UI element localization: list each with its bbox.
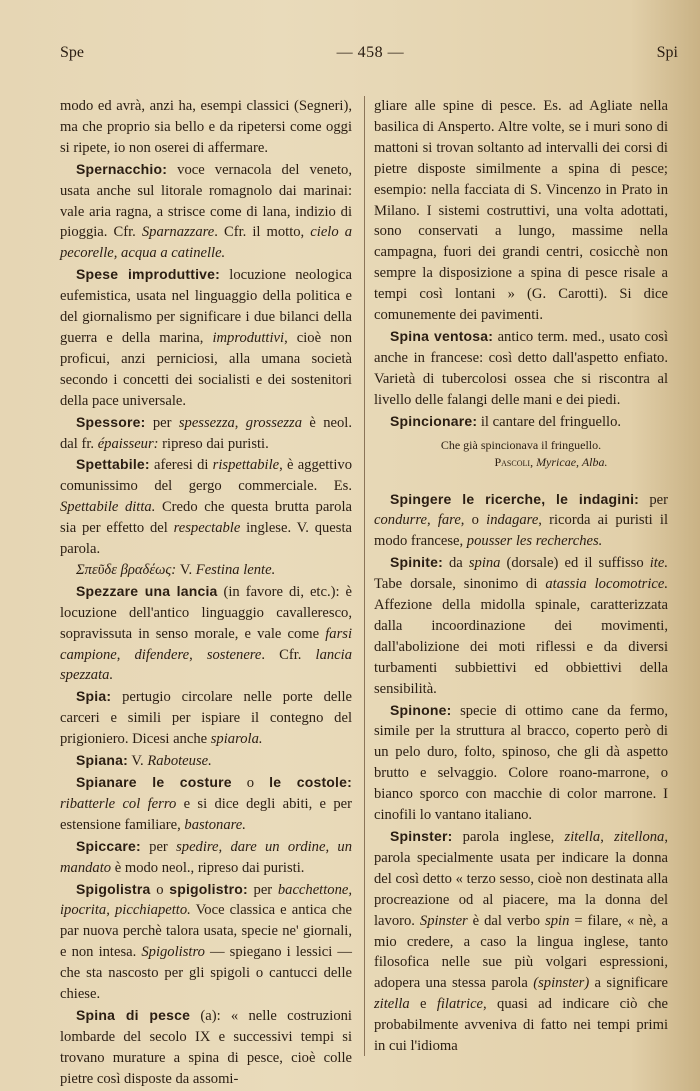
- entry-spina-ventosa: [374, 326, 668, 411]
- definition-text: o: [150, 881, 170, 898]
- definition-text: , parola specialmente usata per indicare la donna del così detto « terzo sesso, cioè non destinata alla procreazione od al piacere, ma la donna del lavoro.: [374, 829, 668, 929]
- definition-text: Tabe dorsale, sinonimo di: [374, 576, 546, 593]
- italic-term: Sparnazzare: [141, 224, 215, 241]
- definition-text: e: [409, 996, 437, 1013]
- italic-term: atassia locomotrice.: [545, 576, 668, 593]
- headword: spigolistro:: [169, 880, 248, 897]
- verse-quotation: [374, 437, 668, 471]
- definition-text: ,: [116, 646, 135, 663]
- headword: Spia:: [76, 688, 112, 705]
- definition-text: . Cfr.: [261, 646, 316, 663]
- running-header: [60, 44, 678, 62]
- entry-spiccare: [60, 836, 352, 879]
- definition-text: voce vernacola del veneto, usata anche sul litorale romagnolo dai marinai: vale aria ragna, a strisce come di lana, indizio di pioggia. Cfr.: [60, 161, 352, 241]
- entry-spincionare: [374, 411, 668, 433]
- entry-spinite: [374, 552, 668, 699]
- definition-text: inglese. V. questa parola.: [60, 520, 352, 558]
- definition-text: e si dice degli abiti, e per estensione familiare,: [60, 795, 352, 833]
- italic-term: respectable: [173, 520, 241, 537]
- italic-term: spina: [468, 555, 501, 572]
- entry-spianare-le-costure: [60, 772, 352, 836]
- headword: Spinster:: [390, 828, 453, 844]
- italic-term: bastonare.: [184, 816, 246, 833]
- italic-term: spiarola.: [210, 731, 263, 748]
- headword: Spigolistra: [76, 880, 151, 897]
- headword: Spianare le costure: [76, 774, 232, 790]
- definition-text: , cioè non proficui, anzi perniciosi, alla umana società secondo i concetti dei socialisti e dei sostenitori della pace universale.: [60, 329, 352, 409]
- italic-term: Festina lente.: [195, 561, 276, 578]
- definition-text: , o: [460, 512, 487, 529]
- headword: Spiccare:: [76, 837, 141, 854]
- entry-spina-di-pesce: [60, 1005, 352, 1090]
- definition-text: , ricorda ai puristi il modo francese,: [374, 512, 668, 550]
- definition-text: parola inglese,: [452, 829, 565, 845]
- italic-term: Raboteuse.: [147, 753, 212, 770]
- entry-spingere-le-ricerche: [374, 489, 668, 553]
- entry-spinster: [374, 826, 668, 1057]
- definition-text: per: [247, 881, 278, 898]
- italic-term: ite.: [649, 555, 668, 572]
- italic-term: sostenere: [206, 646, 262, 663]
- headword: Spinite:: [390, 554, 443, 571]
- entry-spigolistra: [60, 879, 352, 1005]
- headword: Spernacchio:: [76, 160, 168, 177]
- entry-spezzare-una-lancia: [60, 581, 352, 687]
- definition-text: a significare: [589, 975, 668, 992]
- definition-text: Voce classica e antica che par nuova perchè talora usata, specie ne' giornali, e non intesa.: [60, 902, 352, 961]
- headword: Spettabile:: [76, 456, 150, 473]
- headword: Spingere le ricerche, le indagini:: [390, 490, 640, 507]
- italic-term: (spinster): [533, 975, 590, 992]
- definition-text: ripreso dai puristi.: [158, 435, 269, 452]
- entry-spiana: [60, 750, 352, 772]
- italic-term: lancia spezzata.: [60, 646, 353, 684]
- headword: Spincionare:: [390, 412, 478, 429]
- quote-work: Myricae, Alba.: [536, 454, 608, 469]
- headword: Spina ventosa:: [390, 327, 494, 344]
- italic-term: bacchettone, ipocrita, picchiapetto.: [60, 881, 353, 919]
- italic-term: Spigolistro: [141, 944, 205, 961]
- definition-text: il cantare del fringuello.: [477, 413, 622, 430]
- italic-term: cielo a pecorelle, acqua a catinelle.: [60, 224, 352, 262]
- definition-text: ,: [234, 414, 246, 431]
- definition-text: locuzione neologica eufemistica, usata nel linguaggio della politica e del giornalismo per significare i due bilanci della guerra e della marina,: [60, 267, 352, 346]
- italic-term: ribatterle col ferro: [60, 795, 177, 812]
- definition-text: è dal verbo: [467, 912, 546, 929]
- italic-term: zitella: [564, 829, 601, 845]
- definition-text: (a): « nelle costruzioni lombarde del secolo IX e successivi tempi si trovano murature a spina di pesce, cioè colle pietre così disposte da assomi-: [60, 1007, 352, 1087]
- quote-citation: [374, 454, 668, 471]
- column-divider: [364, 96, 365, 1056]
- definition-text: pertugio circolare nelle porte delle carceri e simili per ispiare il contegno del prigioniero. Dicesi anche: [60, 689, 352, 748]
- italic-term: zitellona: [614, 829, 665, 845]
- definition-text: specie di ottimo cane da fermo, simile per la struttura al bracco, coperto però di un pelo duro, folto, spinoso, che gli dà aspetto brutto e selvaggio. Colore roano-marrone, o bianco sporco con macchie di color marrone. I cinofili lo vantano italiano.: [374, 702, 668, 824]
- italic-term: spin: [545, 912, 570, 929]
- italic-term: improduttivi: [212, 329, 285, 346]
- entry-spettabile: [60, 454, 352, 560]
- definition-text: , è aggettivo comunissimo del gergo commerciale. Es.: [60, 457, 353, 495]
- definition-text: Credo che questa brutta parola sia per effetto del: [60, 499, 352, 537]
- definition-text: . Cfr. il motto,: [214, 224, 311, 241]
- headword: Spinone:: [390, 701, 452, 718]
- headword: Spiana:: [76, 752, 128, 769]
- continued-text: gliare alle spine di pesce. Es. ad Agliate nella basilica di Ansperto. Altre volte, se i muri sono di mattoni si trovan soltanto ad intervalli dei corsi di pietre disposte similmente a spina di pesce; esempio: nella facciata di S. Vincenzo in Prato in Milano. I sistemi costruttivi, una volta adottati, sono conservati a lungo, massime nella campagna, fuori dei grandi centri, cosicchè non sempre la disposizione a spina di pesce risale a tempi così lontani » (G. Carotti). Si dice comunemente dei pavimenti.: [374, 98, 668, 324]
- definition-text: V.: [176, 561, 196, 578]
- definition-text: o: [231, 775, 270, 791]
- entry-spinone: [374, 700, 668, 826]
- definition-text: = filare, « nè, a mio credere, a caso la lingua inglese, tanto filosofica nelle sue più volgari espressioni, adopera una stessa parola: [374, 912, 668, 992]
- quote-line: Che già spincionava il fringuello.: [440, 437, 602, 452]
- italic-term: épaisseur:: [97, 435, 159, 452]
- definition-text: è neol. dal fr.: [60, 414, 352, 452]
- header-left-guideword: Spe: [60, 44, 84, 61]
- definition-text: per: [145, 414, 179, 431]
- page-number: — 458 —: [336, 44, 405, 61]
- right-column: [374, 96, 668, 1057]
- definition-text: Affezione della midolla spinale, caratterizzata dalla incoordinazione dei movimenti, dall'abolizione dei moti riflessi e da diversi turbamenti subbiettivi ed obbiettivi della sensibilità.: [374, 597, 668, 697]
- italic-term: rispettabile: [212, 457, 280, 474]
- italic-term: spessezza: [178, 414, 235, 431]
- greek-headword: Σπεῦδε βραδέως:: [76, 561, 177, 578]
- definition-text: (in favore di, etc.): è locuzione dell'antico linguaggio cavalleresco, sopravissuta in senso morale, e vale come: [60, 583, 352, 642]
- italic-term: pousser les recherches.: [466, 533, 603, 550]
- quote-author: Pascoli: [494, 454, 531, 469]
- entry-spia: [60, 686, 352, 750]
- entry-greek-motto: [60, 560, 352, 581]
- definition-text: per: [140, 838, 177, 855]
- italic-term: farsi campione: [60, 625, 352, 663]
- entry-spernacchio: [60, 159, 352, 265]
- continued-text: modo ed avrà, anzi ha, esempi classici (Segneri), ma che proprio sia bello e da ripetersi come oggi si ripete, io non oserei di affermare.: [60, 98, 352, 156]
- italic-term: filatrice: [436, 996, 484, 1013]
- header-right-guideword: Spi: [656, 44, 678, 61]
- definition-text: è modo neol., ripreso dai puristi.: [111, 859, 305, 876]
- definition-text: antico term. med., usato così anche in francese: così detto dall'aspetto enfiato. Varietà di tubercolosi ossea che si riscontra al livello delle falangi delle mani e dei piedi.: [374, 328, 668, 408]
- italic-term: difendere: [134, 646, 190, 663]
- headword: Spezzare una lancia: [76, 582, 218, 599]
- headword: le costole:: [269, 774, 352, 790]
- definition-text: ,: [426, 512, 438, 529]
- definition-text: — spiegano i lessici — che sta nascosto per gli spigoli o cantucci delle chiese.: [60, 944, 352, 1003]
- headword: Spese improduttive:: [76, 266, 220, 283]
- left-column: [60, 96, 352, 1090]
- definition-text: per: [639, 491, 668, 508]
- italic-term: indagare: [486, 512, 539, 529]
- italic-term: spedire, dare un ordine, un mandato: [60, 838, 352, 876]
- italic-term: grossezza: [245, 414, 303, 431]
- quote-separator: ,: [530, 454, 537, 469]
- italic-term: zitella: [374, 996, 410, 1013]
- entry-spese-improduttive: [60, 264, 352, 411]
- definition-text: V.: [127, 753, 148, 770]
- italic-term: fare: [437, 512, 461, 529]
- headword: Spina di pesce: [76, 1006, 191, 1023]
- definition-text: (dorsale) ed il suffisso: [500, 555, 650, 572]
- headword: Spessore:: [76, 413, 146, 430]
- definition-text: da: [442, 555, 469, 572]
- definition-text: ,: [600, 829, 615, 845]
- definition-text: , quasi ad indicare ciò che probabilmente avveniva di fatto nei tempi primi in cui l'idioma: [374, 996, 668, 1055]
- italic-term: Spettabile ditta.: [60, 499, 156, 516]
- definition-text: aferesi di: [149, 457, 213, 474]
- italic-term: condurre: [374, 512, 427, 529]
- entry-spessore: [60, 412, 352, 455]
- definition-text: ,: [189, 646, 207, 663]
- italic-term: Spinster: [419, 912, 468, 929]
